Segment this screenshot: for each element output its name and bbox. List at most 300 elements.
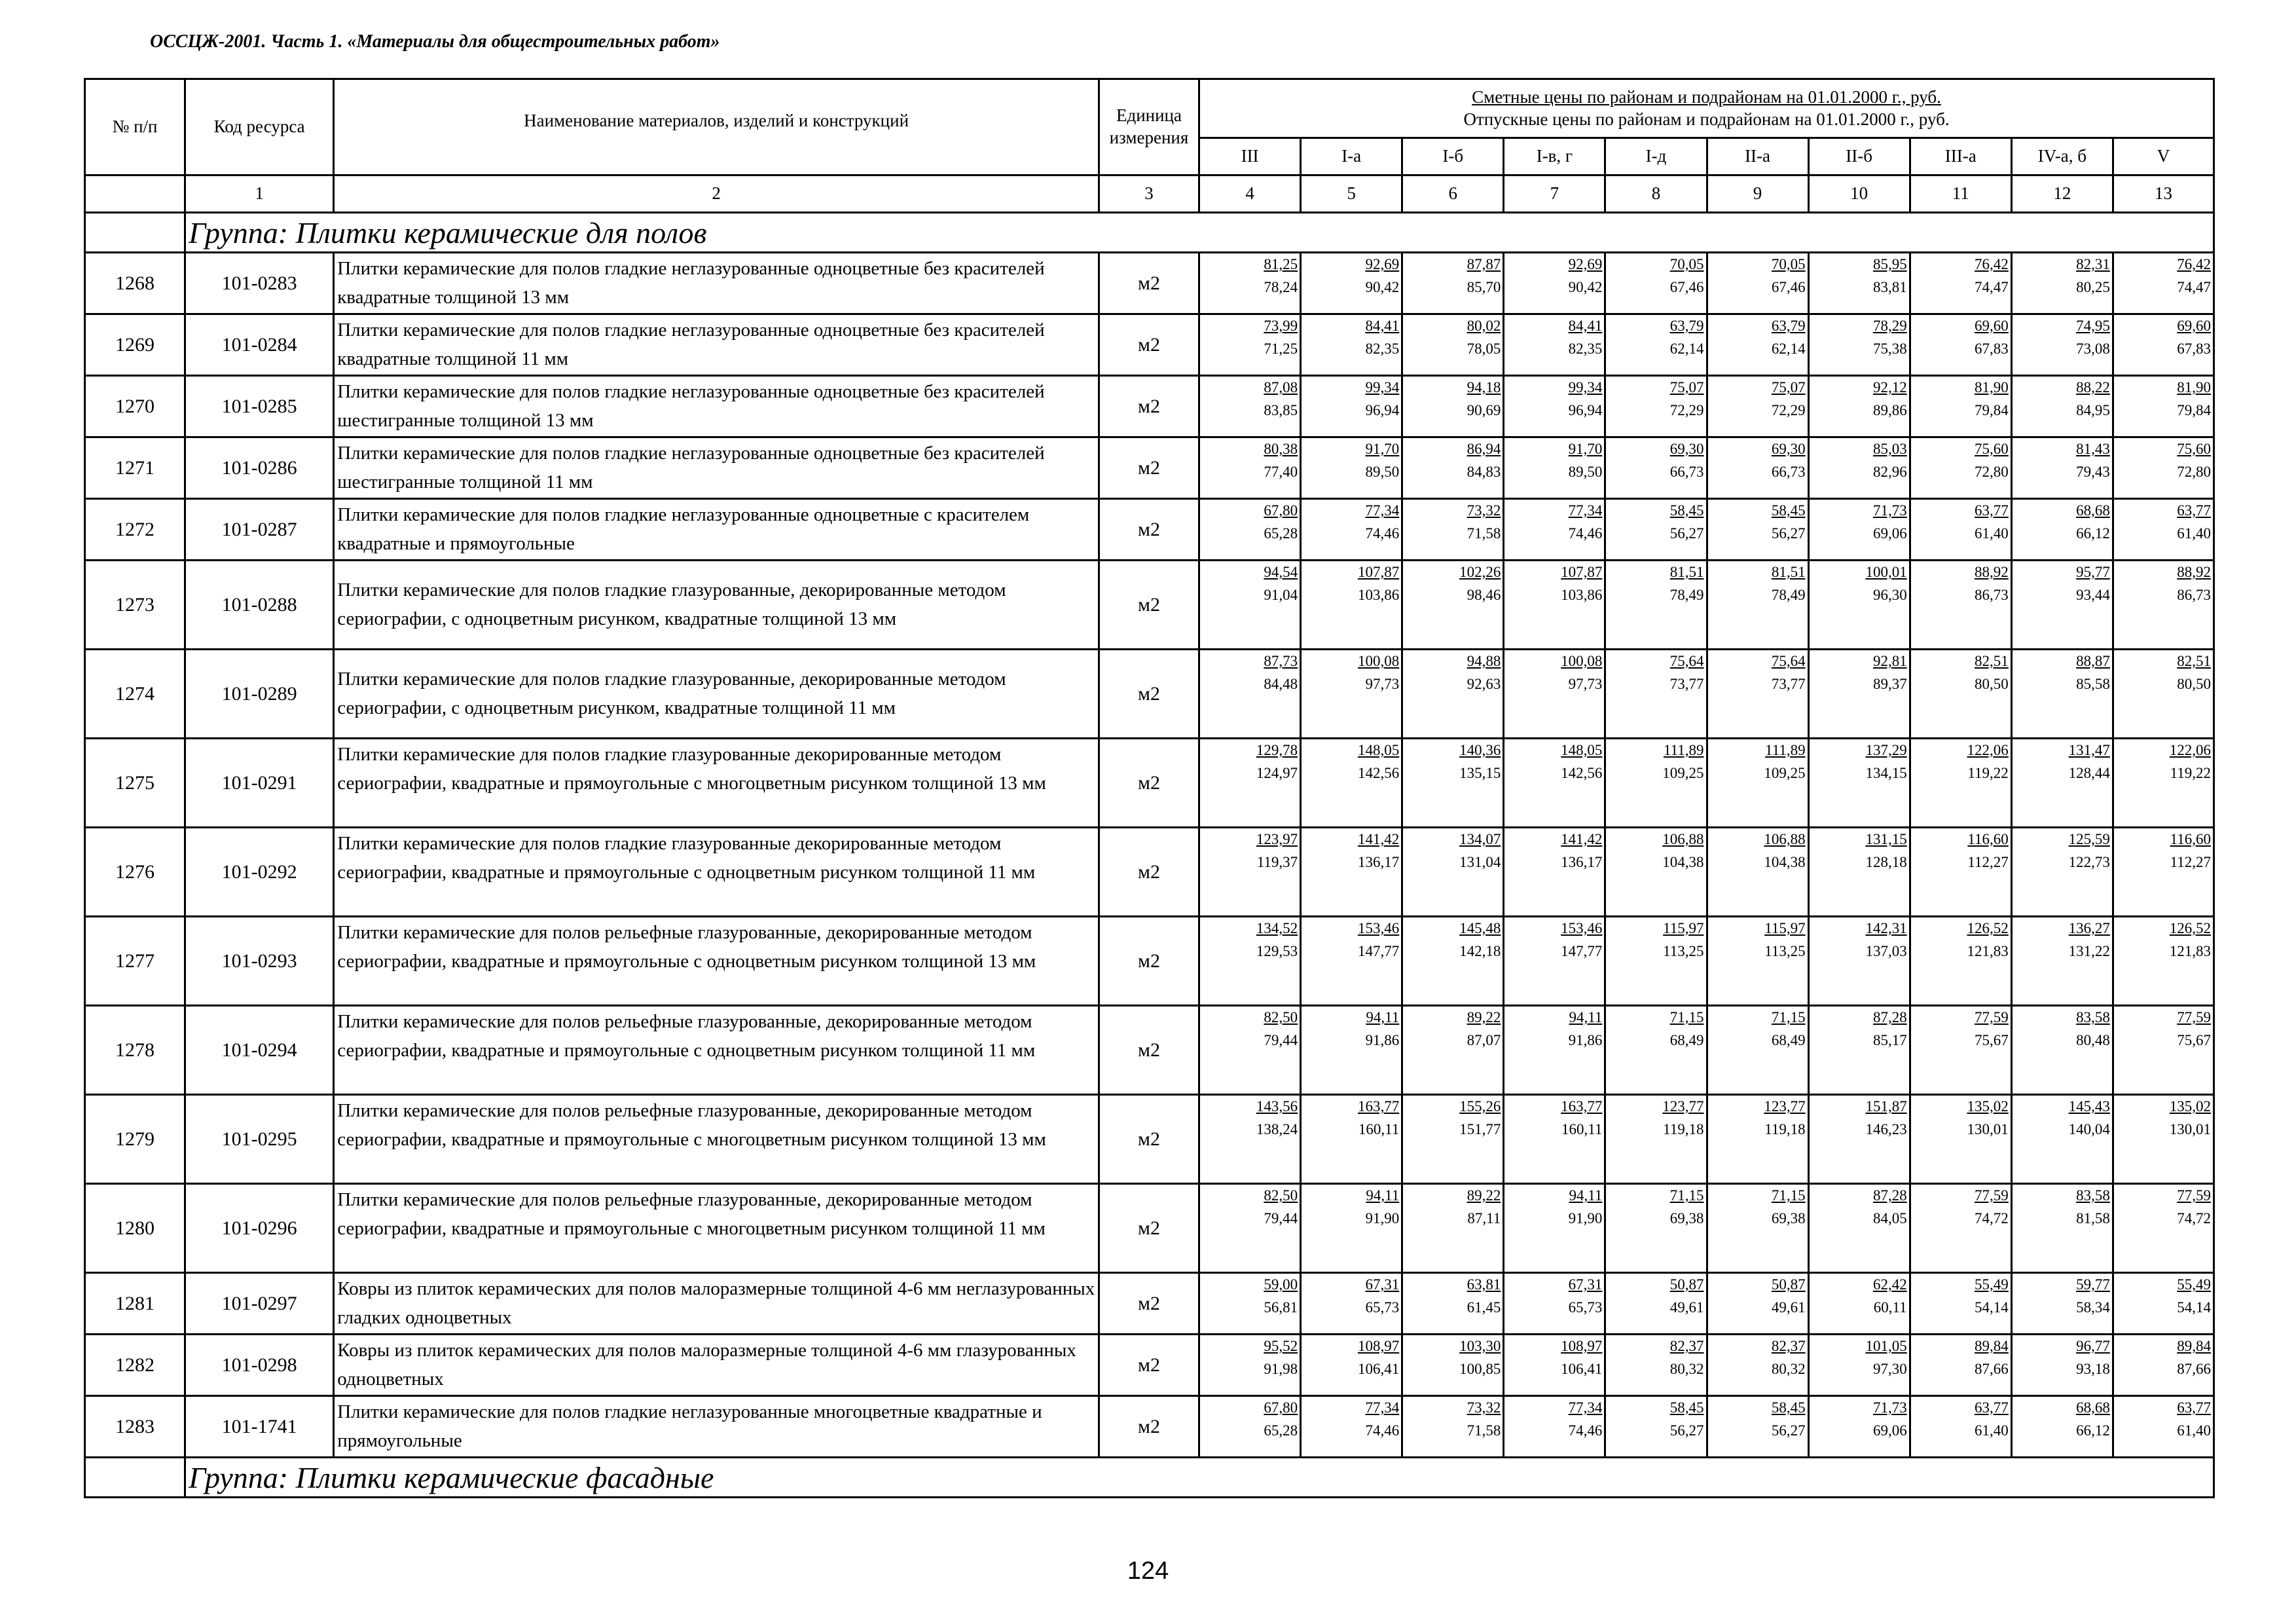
estimate-price: 111,89: [1663, 742, 1704, 758]
release-price: 68,49: [1771, 1032, 1806, 1048]
release-price: 135,15: [1459, 765, 1501, 781]
estimate-price: 77,34: [1365, 1399, 1400, 1416]
column-number-blank: [85, 175, 185, 213]
release-price: 75,38: [1872, 341, 1907, 357]
release-price: 61,45: [1467, 1299, 1501, 1316]
release-price: 77,40: [1264, 464, 1298, 480]
row-number: 1271: [85, 437, 185, 499]
release-price: 80,48: [2076, 1032, 2110, 1048]
release-price: 86,73: [2177, 587, 2211, 603]
estimate-price: 134,07: [1459, 831, 1501, 847]
release-price: 68,49: [1669, 1032, 1704, 1048]
release-price: 119,37: [1256, 854, 1298, 870]
resource-code: 101-0298: [185, 1335, 334, 1396]
release-price: 85,70: [1467, 279, 1501, 295]
price-cell: [2011, 917, 2113, 1006]
price-cell: [1301, 437, 1402, 499]
price-cell: [1301, 828, 1402, 917]
release-price: 142,56: [1561, 765, 1603, 781]
material-name: Плитки керамические для полов гладкие глазурованные, декорированные методом сериографии, с одноцветным рисунком, квадратные толщиной 11 мм: [334, 650, 1099, 739]
price-cell: [1504, 1095, 1605, 1184]
estimate-price: 82,37: [1771, 1338, 1806, 1354]
release-price: 119,18: [1663, 1121, 1704, 1137]
release-price: 131,22: [2068, 943, 2110, 959]
row-number: 1269: [85, 314, 185, 376]
row-number: 1283: [85, 1396, 185, 1458]
release-price: 61,40: [2177, 1422, 2211, 1439]
estimate-price: 103,30: [1459, 1338, 1501, 1354]
price-cell: [1707, 1006, 1808, 1095]
table-row: [85, 1396, 2214, 1458]
release-price: 82,35: [1568, 341, 1603, 357]
row-number: 1275: [85, 739, 185, 828]
region-header: III: [1199, 138, 1301, 175]
estimate-price: 87,87: [1467, 256, 1501, 272]
price-cell: [1605, 499, 1707, 561]
release-price: 87,07: [1467, 1032, 1501, 1048]
price-cell: [1301, 1006, 1402, 1095]
price-cell: [1199, 1006, 1301, 1095]
price-cell: [1707, 1273, 1808, 1335]
price-cell: [2011, 1273, 2113, 1335]
table-row: [85, 739, 2214, 828]
price-cell: [1605, 437, 1707, 499]
estimate-price: 96,77: [2076, 1338, 2110, 1354]
resource-code: 101-0294: [185, 1006, 334, 1095]
estimate-price: 71,15: [1771, 1009, 1806, 1025]
unit: м2: [1099, 561, 1199, 650]
estimate-price: 67,31: [1568, 1276, 1603, 1293]
estimate-price: 74,95: [2076, 318, 2110, 334]
column-number: 11: [1910, 175, 2011, 213]
row-number: 1268: [85, 253, 185, 314]
release-price: 134,15: [1865, 765, 1907, 781]
estimate-price: 55,49: [2177, 1276, 2211, 1293]
release-price: 71,58: [1467, 525, 1501, 542]
price-cell: [1808, 1095, 1910, 1184]
table-row: [85, 561, 2214, 650]
price-cell: [1707, 561, 1808, 650]
header-num: № п/п: [85, 79, 185, 175]
release-price: 106,41: [1561, 1361, 1603, 1377]
price-cell: [2011, 1006, 2113, 1095]
header-prices-estimate: Сметные цены по районам и подрайонам на 01.01.2000 г., руб.: [1472, 86, 1941, 107]
price-cell: [2113, 1095, 2214, 1184]
price-cell: [2113, 1273, 2214, 1335]
material-name: Плитки керамические для полов рельефные глазурованные, декорированные методом сериографии, квадратные и прямоугольные с одноцветным рисунком толщиной 13 мм: [334, 917, 1099, 1006]
price-cell: [1199, 828, 1301, 917]
estimate-price: 77,59: [1975, 1009, 2009, 1025]
release-price: 74,72: [1975, 1210, 2009, 1227]
estimate-price: 91,70: [1568, 441, 1603, 457]
release-price: 87,66: [2177, 1361, 2211, 1377]
price-cell: [1301, 650, 1402, 739]
estimate-price: 50,87: [1771, 1276, 1806, 1293]
region-header: IV-а, б: [2011, 138, 2113, 175]
estimate-price: 59,77: [2076, 1276, 2110, 1293]
release-price: 74,72: [2177, 1210, 2211, 1227]
price-cell: [2113, 376, 2214, 437]
price-cell: [2113, 437, 2214, 499]
unit: м2: [1099, 1273, 1199, 1335]
estimate-price: 88,92: [1975, 564, 2009, 580]
resource-code: 101-0283: [185, 253, 334, 314]
price-cell: [1504, 1396, 1605, 1458]
estimate-price: 89,22: [1467, 1009, 1501, 1025]
material-name: Плитки керамические для полов гладкие неглазурованные одноцветные без красителей квадратные толщиной 11 мм: [334, 314, 1099, 376]
price-cell: [1504, 739, 1605, 828]
column-number: 4: [1199, 175, 1301, 213]
material-name: Плитки керамические для полов рельефные глазурованные, декорированные методом сериографии, квадратные и прямоугольные с одноцветным рисунком толщиной 11 мм: [334, 1006, 1099, 1095]
estimate-price: 108,97: [1561, 1338, 1603, 1354]
price-cell: [1605, 253, 1707, 314]
release-price: 136,17: [1561, 854, 1603, 870]
estimate-price: 75,07: [1669, 379, 1704, 396]
release-price: 89,50: [1365, 464, 1400, 480]
price-cell: [2011, 650, 2113, 739]
price-cell: [2113, 1006, 2214, 1095]
estimate-price: 86,94: [1467, 441, 1501, 457]
release-price: 89,37: [1872, 676, 1907, 692]
release-price: 67,46: [1669, 279, 1704, 295]
price-cell: [1808, 499, 1910, 561]
table-row: [85, 1184, 2214, 1273]
row-number: 1282: [85, 1335, 185, 1396]
price-cell: [1199, 561, 1301, 650]
estimate-price: 77,59: [1975, 1187, 2009, 1204]
estimate-price: 58,45: [1669, 1399, 1704, 1416]
estimate-price: 131,15: [1865, 831, 1907, 847]
row-number: 1274: [85, 650, 185, 739]
price-cell: [1504, 650, 1605, 739]
column-number: 3: [1099, 175, 1199, 213]
price-cell: [2011, 828, 2113, 917]
release-price: 54,14: [1975, 1299, 2009, 1316]
estimate-price: 102,26: [1459, 564, 1501, 580]
release-price: 56,27: [1669, 1422, 1704, 1439]
release-price: 122,73: [2068, 854, 2110, 870]
price-cell: [1605, 376, 1707, 437]
material-name: Плитки керамические для полов гладкие неглазурованные одноцветные с красителем квадратные и прямоугольные: [334, 499, 1099, 561]
release-price: 61,40: [1975, 525, 2009, 542]
estimate-price: 94,18: [1467, 379, 1501, 396]
price-cell: [1910, 1095, 2011, 1184]
group-title: Группа: Плитки керамические для полов: [185, 213, 2214, 253]
estimate-price: 70,05: [1771, 256, 1806, 272]
price-cell: [1910, 1273, 2011, 1335]
price-cell: [1402, 828, 1504, 917]
price-cell: [1402, 561, 1504, 650]
release-price: 67,46: [1771, 279, 1806, 295]
price-cell: [2011, 1335, 2113, 1396]
release-price: 71,58: [1467, 1422, 1501, 1439]
price-cell: [1910, 1396, 2011, 1458]
release-price: 100,85: [1459, 1361, 1501, 1377]
price-cell: [1199, 917, 1301, 1006]
column-number-row: [85, 175, 2214, 213]
price-cell: [1605, 561, 1707, 650]
estimate-price: 134,52: [1256, 920, 1298, 936]
header-unit: Единица измерения: [1099, 79, 1199, 175]
price-cell: [1707, 917, 1808, 1006]
price-cell: [1910, 376, 2011, 437]
estimate-price: 77,34: [1568, 1399, 1603, 1416]
release-price: 62,14: [1771, 341, 1806, 357]
unit: м2: [1099, 650, 1199, 739]
page-number: 124: [1127, 1557, 1169, 1585]
estimate-price: 82,51: [2177, 653, 2211, 669]
release-price: 60,11: [1873, 1299, 1907, 1316]
price-cell: [1605, 1006, 1707, 1095]
estimate-price: 87,08: [1264, 379, 1298, 396]
release-price: 113,25: [1764, 943, 1806, 959]
row-number: 1277: [85, 917, 185, 1006]
table-row: [85, 314, 2214, 376]
estimate-price: 68,68: [2076, 1399, 2110, 1416]
price-cell: [1605, 1273, 1707, 1335]
header-name: Наименование материалов, изделий и конструкций: [334, 79, 1099, 175]
release-price: 151,77: [1459, 1121, 1501, 1137]
release-price: 79,84: [1975, 402, 2009, 418]
estimate-price: 76,42: [1975, 256, 2009, 272]
estimate-price: 73,99: [1264, 318, 1298, 334]
estimate-price: 69,60: [1975, 318, 2009, 334]
release-price: 140,04: [2068, 1121, 2110, 1137]
price-cell: [2113, 253, 2214, 314]
release-price: 75,67: [2177, 1032, 2211, 1048]
estimate-price: 87,28: [1872, 1009, 1907, 1025]
material-name: Плитки керамические для полов гладкие глазурованные, декорированные методом сериографии, с одноцветным рисунком, квадратные толщиной 13 мм: [334, 561, 1099, 650]
release-price: 49,61: [1771, 1299, 1806, 1316]
estimate-price: 59,00: [1264, 1276, 1298, 1293]
unit: м2: [1099, 1335, 1199, 1396]
release-price: 74,46: [1568, 1422, 1603, 1439]
price-cell: [1707, 739, 1808, 828]
release-price: 85,17: [1872, 1032, 1907, 1048]
estimate-price: 69,30: [1669, 441, 1704, 457]
estimate-price: 106,88: [1764, 831, 1806, 847]
release-price: 78,49: [1669, 587, 1704, 603]
release-price: 160,11: [1358, 1121, 1400, 1137]
release-price: 90,42: [1568, 279, 1603, 295]
estimate-price: 131,47: [2068, 742, 2110, 758]
price-cell: [1402, 253, 1504, 314]
estimate-price: 71,73: [1872, 502, 1907, 519]
price-cell: [1910, 1184, 2011, 1273]
resource-code: 101-0297: [185, 1273, 334, 1335]
estimate-price: 63,81: [1467, 1276, 1501, 1293]
release-price: 65,28: [1264, 1422, 1298, 1439]
price-cell: [1301, 739, 1402, 828]
price-cell: [1504, 1184, 1605, 1273]
release-price: 74,46: [1365, 1422, 1400, 1439]
price-cell: [2113, 561, 2214, 650]
estimate-price: 123,97: [1256, 831, 1298, 847]
resource-code: 101-0295: [185, 1095, 334, 1184]
estimate-price: 95,52: [1264, 1338, 1298, 1354]
price-cell: [1402, 314, 1504, 376]
header-code: Код ресурса: [185, 79, 334, 175]
release-price: 56,27: [1669, 525, 1704, 542]
price-cell: [1707, 1335, 1808, 1396]
release-price: 109,25: [1764, 765, 1806, 781]
release-price: 79,44: [1264, 1210, 1298, 1227]
material-name: Плитки керамические для полов гладкие неглазурованные одноцветные без красителей квадратные толщиной 13 мм: [334, 253, 1099, 314]
estimate-price: 58,45: [1669, 502, 1704, 519]
estimate-price: 148,05: [1357, 742, 1400, 758]
release-price: 73,08: [2076, 341, 2110, 357]
estimate-price: 82,51: [1975, 653, 2009, 669]
estimate-price: 84,41: [1365, 318, 1400, 334]
release-price: 84,95: [2076, 402, 2110, 418]
price-cell: [1910, 1006, 2011, 1095]
price-cell: [2011, 499, 2113, 561]
release-price: 67,83: [2177, 341, 2211, 357]
release-price: 142,18: [1459, 943, 1501, 959]
release-price: 103,86: [1357, 587, 1400, 603]
price-cell: [1808, 253, 1910, 314]
price-cell: [1504, 253, 1605, 314]
price-cell: [1402, 1095, 1504, 1184]
price-cell: [1199, 437, 1301, 499]
estimate-price: 78,29: [1872, 318, 1907, 334]
estimate-price: 67,80: [1264, 502, 1298, 519]
price-cell: [1808, 314, 1910, 376]
region-header: I-в, г: [1504, 138, 1605, 175]
release-price: 80,32: [1771, 1361, 1806, 1377]
price-cell: [1504, 917, 1605, 1006]
estimate-price: 84,41: [1568, 318, 1603, 334]
unit: м2: [1099, 376, 1199, 437]
estimate-price: 108,97: [1357, 1338, 1400, 1354]
release-price: 56,27: [1771, 1422, 1806, 1439]
release-price: 121,83: [2169, 943, 2211, 959]
release-price: 97,30: [1872, 1361, 1907, 1377]
estimate-price: 125,59: [2068, 831, 2110, 847]
price-cell: [2011, 1184, 2113, 1273]
estimate-price: 71,15: [1669, 1187, 1704, 1204]
estimate-price: 151,87: [1865, 1098, 1907, 1115]
price-cell: [1301, 314, 1402, 376]
price-cell: [1910, 739, 2011, 828]
release-price: 72,29: [1771, 402, 1806, 418]
release-price: 65,73: [1365, 1299, 1400, 1316]
estimate-price: 122,06: [1967, 742, 2009, 758]
estimate-price: 92,69: [1568, 256, 1603, 272]
release-price: 136,17: [1357, 854, 1400, 870]
price-cell: [2011, 739, 2113, 828]
estimate-price: 71,73: [1872, 1399, 1907, 1416]
release-price: 121,83: [1967, 943, 2009, 959]
price-cell: [2113, 1335, 2214, 1396]
resource-code: 101-0285: [185, 376, 334, 437]
price-cell: [1402, 650, 1504, 739]
estimate-price: 87,73: [1264, 653, 1298, 669]
unit: м2: [1099, 1396, 1199, 1458]
release-price: 98,46: [1467, 587, 1501, 603]
estimate-price: 92,12: [1872, 379, 1907, 396]
price-cell: [1707, 1396, 1808, 1458]
release-price: 91,86: [1365, 1032, 1400, 1048]
material-name: Плитки керамические для полов рельефные глазурованные, декорированные методом сериографии, квадратные и прямоугольные с многоцветным рисунком толщиной 13 мм: [334, 1095, 1099, 1184]
release-price: 58,34: [2076, 1299, 2110, 1316]
estimate-price: 115,97: [1663, 920, 1704, 936]
estimate-price: 100,01: [1865, 564, 1907, 580]
estimate-price: 75,60: [1975, 441, 2009, 457]
estimate-price: 135,02: [1967, 1098, 2009, 1115]
table-row: [85, 1006, 2214, 1095]
release-price: 62,14: [1669, 341, 1704, 357]
estimate-price: 81,90: [2177, 379, 2211, 396]
group-title: Группа: Плитки керамические фасадные: [185, 1458, 2214, 1498]
table-row: [85, 437, 2214, 499]
unit: м2: [1099, 499, 1199, 561]
unit: м2: [1099, 253, 1199, 314]
estimate-price: 80,02: [1467, 318, 1501, 334]
estimate-price: 100,08: [1561, 653, 1603, 669]
material-name: Ковры из плиток керамических для полов малоразмерные толщиной 4-6 мм неглазурованных гладких одноцветных: [334, 1273, 1099, 1335]
column-number: 5: [1301, 175, 1402, 213]
price-cell: [2011, 253, 2113, 314]
release-price: 72,80: [2177, 464, 2211, 480]
price-cell: [1504, 1335, 1605, 1396]
price-cell: [1402, 376, 1504, 437]
release-price: 75,67: [1975, 1032, 2009, 1048]
estimate-price: 77,59: [2177, 1187, 2211, 1204]
release-price: 90,69: [1467, 402, 1501, 418]
resource-code: 101-0296: [185, 1184, 334, 1273]
price-cell: [1605, 650, 1707, 739]
price-cell: [1402, 1335, 1504, 1396]
region-header: V: [2113, 138, 2214, 175]
price-cell: [2011, 561, 2113, 650]
price-cell: [1199, 253, 1301, 314]
price-cell: [1301, 1184, 1402, 1273]
estimate-price: 63,77: [1975, 502, 2009, 519]
table-row: [85, 253, 2214, 314]
estimate-price: 89,84: [1975, 1338, 2009, 1354]
price-cell: [1402, 437, 1504, 499]
release-price: 146,23: [1865, 1121, 1907, 1137]
estimate-price: 92,81: [1872, 653, 1907, 669]
price-cell: [1910, 828, 2011, 917]
release-price: 54,14: [2177, 1299, 2211, 1316]
estimate-price: 126,52: [2169, 920, 2211, 936]
release-price: 49,61: [1669, 1299, 1704, 1316]
estimate-price: 81,51: [1771, 564, 1806, 580]
price-cell: [1301, 561, 1402, 650]
release-price: 66,73: [1771, 464, 1806, 480]
price-cell: [1504, 376, 1605, 437]
release-price: 119,22: [1967, 765, 2009, 781]
price-cell: [2011, 437, 2113, 499]
price-cell: [1199, 314, 1301, 376]
table-row: [85, 1095, 2214, 1184]
price-cell: [1504, 437, 1605, 499]
release-price: 128,44: [2068, 765, 2110, 781]
estimate-price: 63,77: [2177, 502, 2211, 519]
price-cell: [1402, 1006, 1504, 1095]
group-spacer: [85, 213, 185, 253]
unit: м2: [1099, 1184, 1199, 1273]
estimate-price: 155,26: [1459, 1098, 1501, 1115]
release-price: 82,96: [1872, 464, 1907, 480]
estimate-price: 148,05: [1561, 742, 1603, 758]
release-price: 74,47: [1975, 279, 2009, 295]
table-row: [85, 1273, 2214, 1335]
price-cell: [1707, 314, 1808, 376]
estimate-price: 153,46: [1561, 920, 1603, 936]
